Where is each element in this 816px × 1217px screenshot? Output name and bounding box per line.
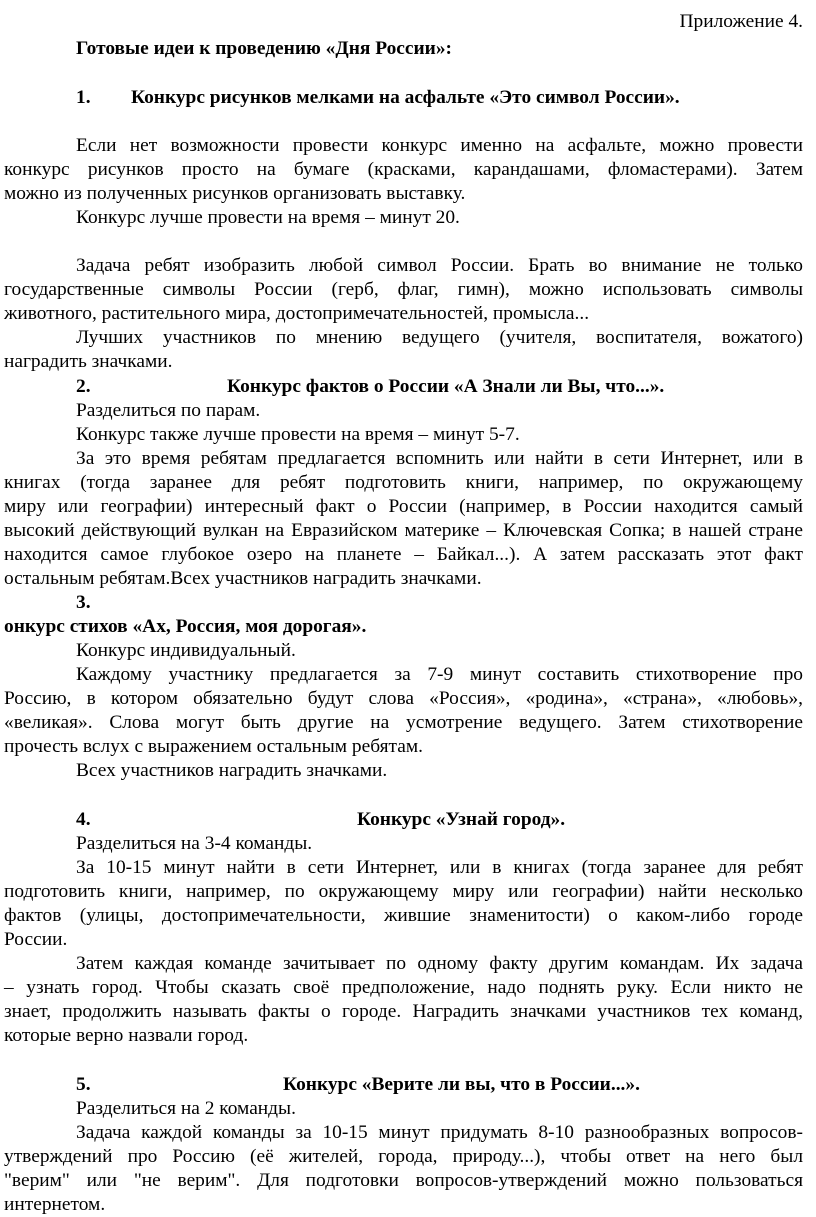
s3-p2-line1: Каждому участнику предлагается за 7-9 минут составить стихотворение про <box>76 664 803 685</box>
s2-p3-line4: высокий действующий вулкан на Евразийском материке – Ключевская Сопка; в нашей стране <box>4 520 803 541</box>
s4-p1: Разделиться на 3-4 команды. <box>76 833 313 854</box>
s5-p2-line3: "верим" или "не верим". Для подготовки вопросов-утверждений можно пользоваться <box>4 1170 803 1191</box>
s4-p3-line1: Затем каждая команде зачитывает по одному факту другим командам. Их задача <box>76 953 803 974</box>
section-5-heading: Конкурс «Верите ли вы, что в России...». <box>283 1074 640 1095</box>
section-1-number: 1. <box>76 87 91 108</box>
s4-p3-line3: знает, продолжить называть факты о городе. Наградить значками участников тех команд, <box>4 1001 803 1022</box>
appendix-label: Приложение 4. <box>679 11 803 32</box>
section-3-heading: онкурс стихов «Ах, Россия, моя дорогая». <box>4 616 367 637</box>
s4-p3-line4: которые верно назвали город. <box>4 1025 249 1046</box>
s4-p3-line2: – узнать город. Чтобы сказать своё предположение, надо поднять руку. Если никто не <box>4 977 803 998</box>
s3-p1: Конкурс индивидуальный. <box>76 640 296 661</box>
s3-p2-line2: Россию, в котором обязательно будут слова «Россия», «родина», «страна», «любовь», <box>4 688 803 709</box>
s2-p3-line5: находится самое глубокое озеро на планете – Байкал...). А затем рассказать этот факт <box>4 544 803 565</box>
s2-p1: Разделиться по парам. <box>76 400 261 421</box>
s4-p2-line3: фактов (улицы, достопримечательности, жившие знаменитости) о каком-либо городе <box>4 905 803 926</box>
s2-p2: Конкурс также лучше провести на время – минут 5-7. <box>76 424 520 445</box>
s5-p2-line1: Задача каждой команды за 10-15 минут придумать 8-10 разнообразных вопросов- <box>76 1122 803 1143</box>
s1-p4-line1: Лучших участников по мнению ведущего (учителя, воспитателя, вожатого) <box>76 327 803 348</box>
s1-p2: Конкурс лучше провести на время – минут 20. <box>76 207 460 228</box>
s1-p1-line1: Если нет возможности провести конкурс именно на асфальте, можно провести <box>76 135 803 156</box>
section-4-number: 4. <box>76 809 91 830</box>
s3-p2-line3: «великая». Слова могут быть другие на усмотрение ведущего. Затем стихотворение <box>4 712 803 733</box>
s1-p1-line3: можно из полученных рисунков организовать выставку. <box>4 183 466 204</box>
s1-p4-line2: наградить значками. <box>4 351 173 372</box>
section-3-number: 3. <box>76 592 91 613</box>
s1-p1-line2: конкурс рисунков просто на бумаге (красками, карандашами, фломастерами). Затем <box>4 159 803 180</box>
s2-p3-line2: книгах (тогда заранее для ребят подготовить книги, например, по окружающему <box>4 472 803 493</box>
s2-p3-line3: миру или географии) интересный факт о России (например, в России находится самый <box>4 496 803 517</box>
s4-p2-line4: России. <box>4 929 68 950</box>
s5-p1: Разделиться на 2 команды. <box>76 1098 296 1119</box>
s5-p2-line4: интернетом. <box>4 1194 106 1215</box>
s5-p2-line2: утверждений про Россию (её жителей, города, природу...), чтобы ответ на него был <box>4 1146 803 1167</box>
page-title: Готовые идеи к проведению «Дня России»: <box>76 38 452 59</box>
s3-p2-line4: прочесть вслух с выражением остальным ребятам. <box>4 736 423 757</box>
section-2-heading: Конкурс фактов о России «А Знали ли Вы, что...». <box>227 376 665 397</box>
s1-p3-line1: Задача ребят изобразить любой символ России. Брать во внимание не только <box>76 255 803 276</box>
section-4-heading: Конкурс «Узнай город». <box>357 809 566 830</box>
s1-p3-line2: государственные символы России (герб, флаг, гимн), можно использовать символы <box>4 279 803 300</box>
s2-p3-line6: остальным ребятам.Всех участников наградить значками. <box>4 568 482 589</box>
s1-p3-line3: животного, растительного мира, достопримечательностей, промысла... <box>4 303 590 324</box>
s3-p3: Всех участников наградить значками. <box>76 760 388 781</box>
s2-p3-line1: За это время ребятам предлагается вспомнить или найти в сети Интернет, или в <box>76 448 803 469</box>
s4-p2-line1: За 10-15 минут найти в сети Интернет, или в книгах (тогда заранее для ребят <box>76 857 803 878</box>
section-1-heading: Конкурс рисунков мелками на асфальте «Это символ России». <box>131 87 680 108</box>
section-5-number: 5. <box>76 1074 91 1095</box>
section-2-number: 2. <box>76 376 91 397</box>
s4-p2-line2: подготовить книги, например, по окружающему миру или географии) найти несколько <box>4 881 803 902</box>
